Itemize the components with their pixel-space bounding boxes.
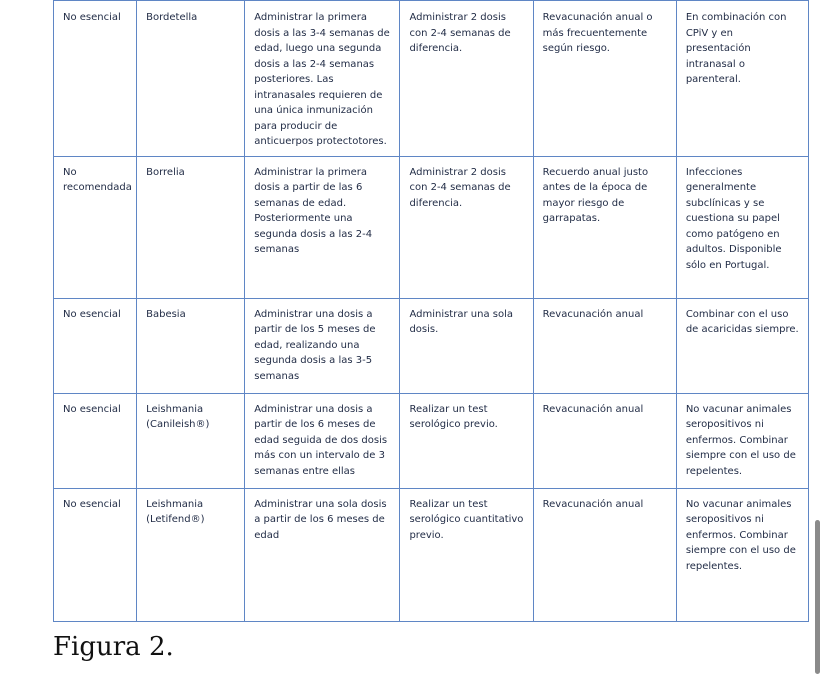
cell-vacuna: Bordetella xyxy=(137,1,245,157)
table-row xyxy=(54,393,809,488)
cell-adultos: Realizar un test serológico previo. xyxy=(400,393,533,488)
cell-adultos: Administrar 2 dosis con 2-4 semanas de diferencia. xyxy=(400,1,533,157)
cell-vacuna: Babesia xyxy=(137,298,245,393)
cell-recomendacion: No recomendada xyxy=(54,156,137,298)
cell-vacuna: Borrelia xyxy=(137,156,245,298)
cell-revacunacion: Revacunación anual o más frecuentemente según riesgo. xyxy=(533,1,676,157)
table-row xyxy=(54,298,809,393)
cell-recomendacion: No esencial xyxy=(54,393,137,488)
cell-revacunacion: Revacunación anual xyxy=(533,393,676,488)
table-row xyxy=(54,1,809,157)
figure-caption: Figura 2. xyxy=(53,632,174,662)
cell-revacunacion: Revacunación anual xyxy=(533,488,676,621)
cell-adultos: Realizar un test serológico cuantitativo previo. xyxy=(400,488,533,621)
cell-cachorros: Administrar una dosis a partir de los 6 meses de edad seguida de dos dosis más con un intervalo de 3 semanas entre ellas xyxy=(245,393,400,488)
cell-recomendacion: No esencial xyxy=(54,298,137,393)
cell-revacunacion: Revacunación anual xyxy=(533,298,676,393)
cell-adultos: Administrar una sola dosis. xyxy=(400,298,533,393)
vaccination-table xyxy=(53,0,809,622)
cell-vacuna: Leishmania (Canileish®) xyxy=(137,393,245,488)
cell-comentarios: Infecciones generalmente subclínicas y se cuestiona su papel como patógeno en adultos. Disponible sólo en Portugal. xyxy=(676,156,808,298)
cell-comentarios: En combinación con CPiV y en presentación intranasal o parenteral. xyxy=(676,1,808,157)
table-row xyxy=(54,156,809,298)
cell-cachorros: Administrar la primera dosis a las 3-4 semanas de edad, luego una segunda dosis a las 2-4 semanas posteriores. Las intranasales requieren de una única inmunización para producir de anticuerpos protectotores. xyxy=(245,1,400,157)
cell-comentarios: Combinar con el uso de acaricidas siempre. xyxy=(676,298,808,393)
cell-vacuna: Leishmania (Letifend®) xyxy=(137,488,245,621)
cell-adultos: Administrar 2 dosis con 2-4 semanas de diferencia. xyxy=(400,156,533,298)
cell-recomendacion: No esencial xyxy=(54,1,137,157)
cell-cachorros: Administrar la primera dosis a partir de las 6 semanas de edad. Posteriormente una segunda dosis a las 2-4 semanas xyxy=(245,156,400,298)
cell-comentarios: No vacunar animales seropositivos ni enfermos. Combinar siempre con el uso de repelentes. xyxy=(676,488,808,621)
cell-cachorros: Administrar una dosis a partir de los 5 meses de edad, realizando una segunda dosis a las 3-5 semanas xyxy=(245,298,400,393)
table-row xyxy=(54,488,809,621)
cell-revacunacion: Recuerdo anual justo antes de la época de mayor riesgo de garrapatas. xyxy=(533,156,676,298)
vertical-scrollbar[interactable] xyxy=(815,520,820,674)
cell-comentarios: No vacunar animales seropositivos ni enfermos. Combinar siempre con el uso de repelentes. xyxy=(676,393,808,488)
cell-recomendacion: No esencial xyxy=(54,488,137,621)
cell-cachorros: Administrar una sola dosis a partir de los 6 meses de edad xyxy=(245,488,400,621)
